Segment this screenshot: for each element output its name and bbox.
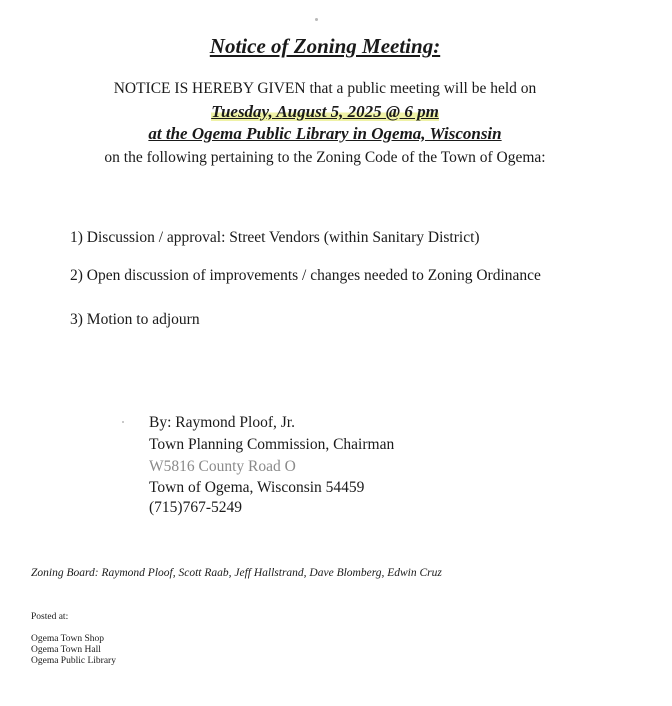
posted-at-label: Posted at: [31, 612, 69, 622]
agenda-item: 3) Motion to adjourn [70, 311, 200, 328]
agenda-item: 2) Open discussion of improvements / changes needed to Zoning Ordinance [70, 267, 541, 284]
meeting-location: at the Ogema Public Library in Ogema, Wisconsin [148, 124, 502, 143]
signature-phone: (715)767-5249 [149, 499, 242, 516]
posted-location: Ogema Town Shop [31, 634, 105, 644]
scan-speck [315, 18, 318, 21]
notice-intro: NOTICE IS HEREBY GIVEN that a public meeting will be held on [113, 80, 537, 97]
signature-address: W5816 County Road O [149, 458, 296, 475]
signature-city: Town of Ogema, Wisconsin 54459 [149, 479, 365, 496]
scan-speck [122, 421, 124, 423]
meeting-date-text: Tuesday, August 5, 2025 @ 6 pm [211, 102, 439, 121]
meeting-date [0, 102, 650, 122]
posted-location: Ogema Town Hall [31, 645, 101, 655]
notice-following: on the following pertaining to the Zoning Code of the Town of Ogema: [104, 149, 546, 166]
signature-by: By: Raymond Ploof, Jr. [149, 414, 295, 431]
posted-location: Ogema Public Library [31, 656, 116, 666]
zoning-board-members: Zoning Board: Raymond Ploof, Scott Raab, Jeff Hallstrand, Dave Blomberg, Edwin Cruz [31, 567, 442, 579]
agenda-item: 1) Discussion / approval: Street Vendors (within Sanitary District) [70, 229, 480, 246]
signature-role: Town Planning Commission, Chairman [149, 436, 395, 453]
notice-title: Notice of Zoning Meeting: [209, 34, 441, 58]
